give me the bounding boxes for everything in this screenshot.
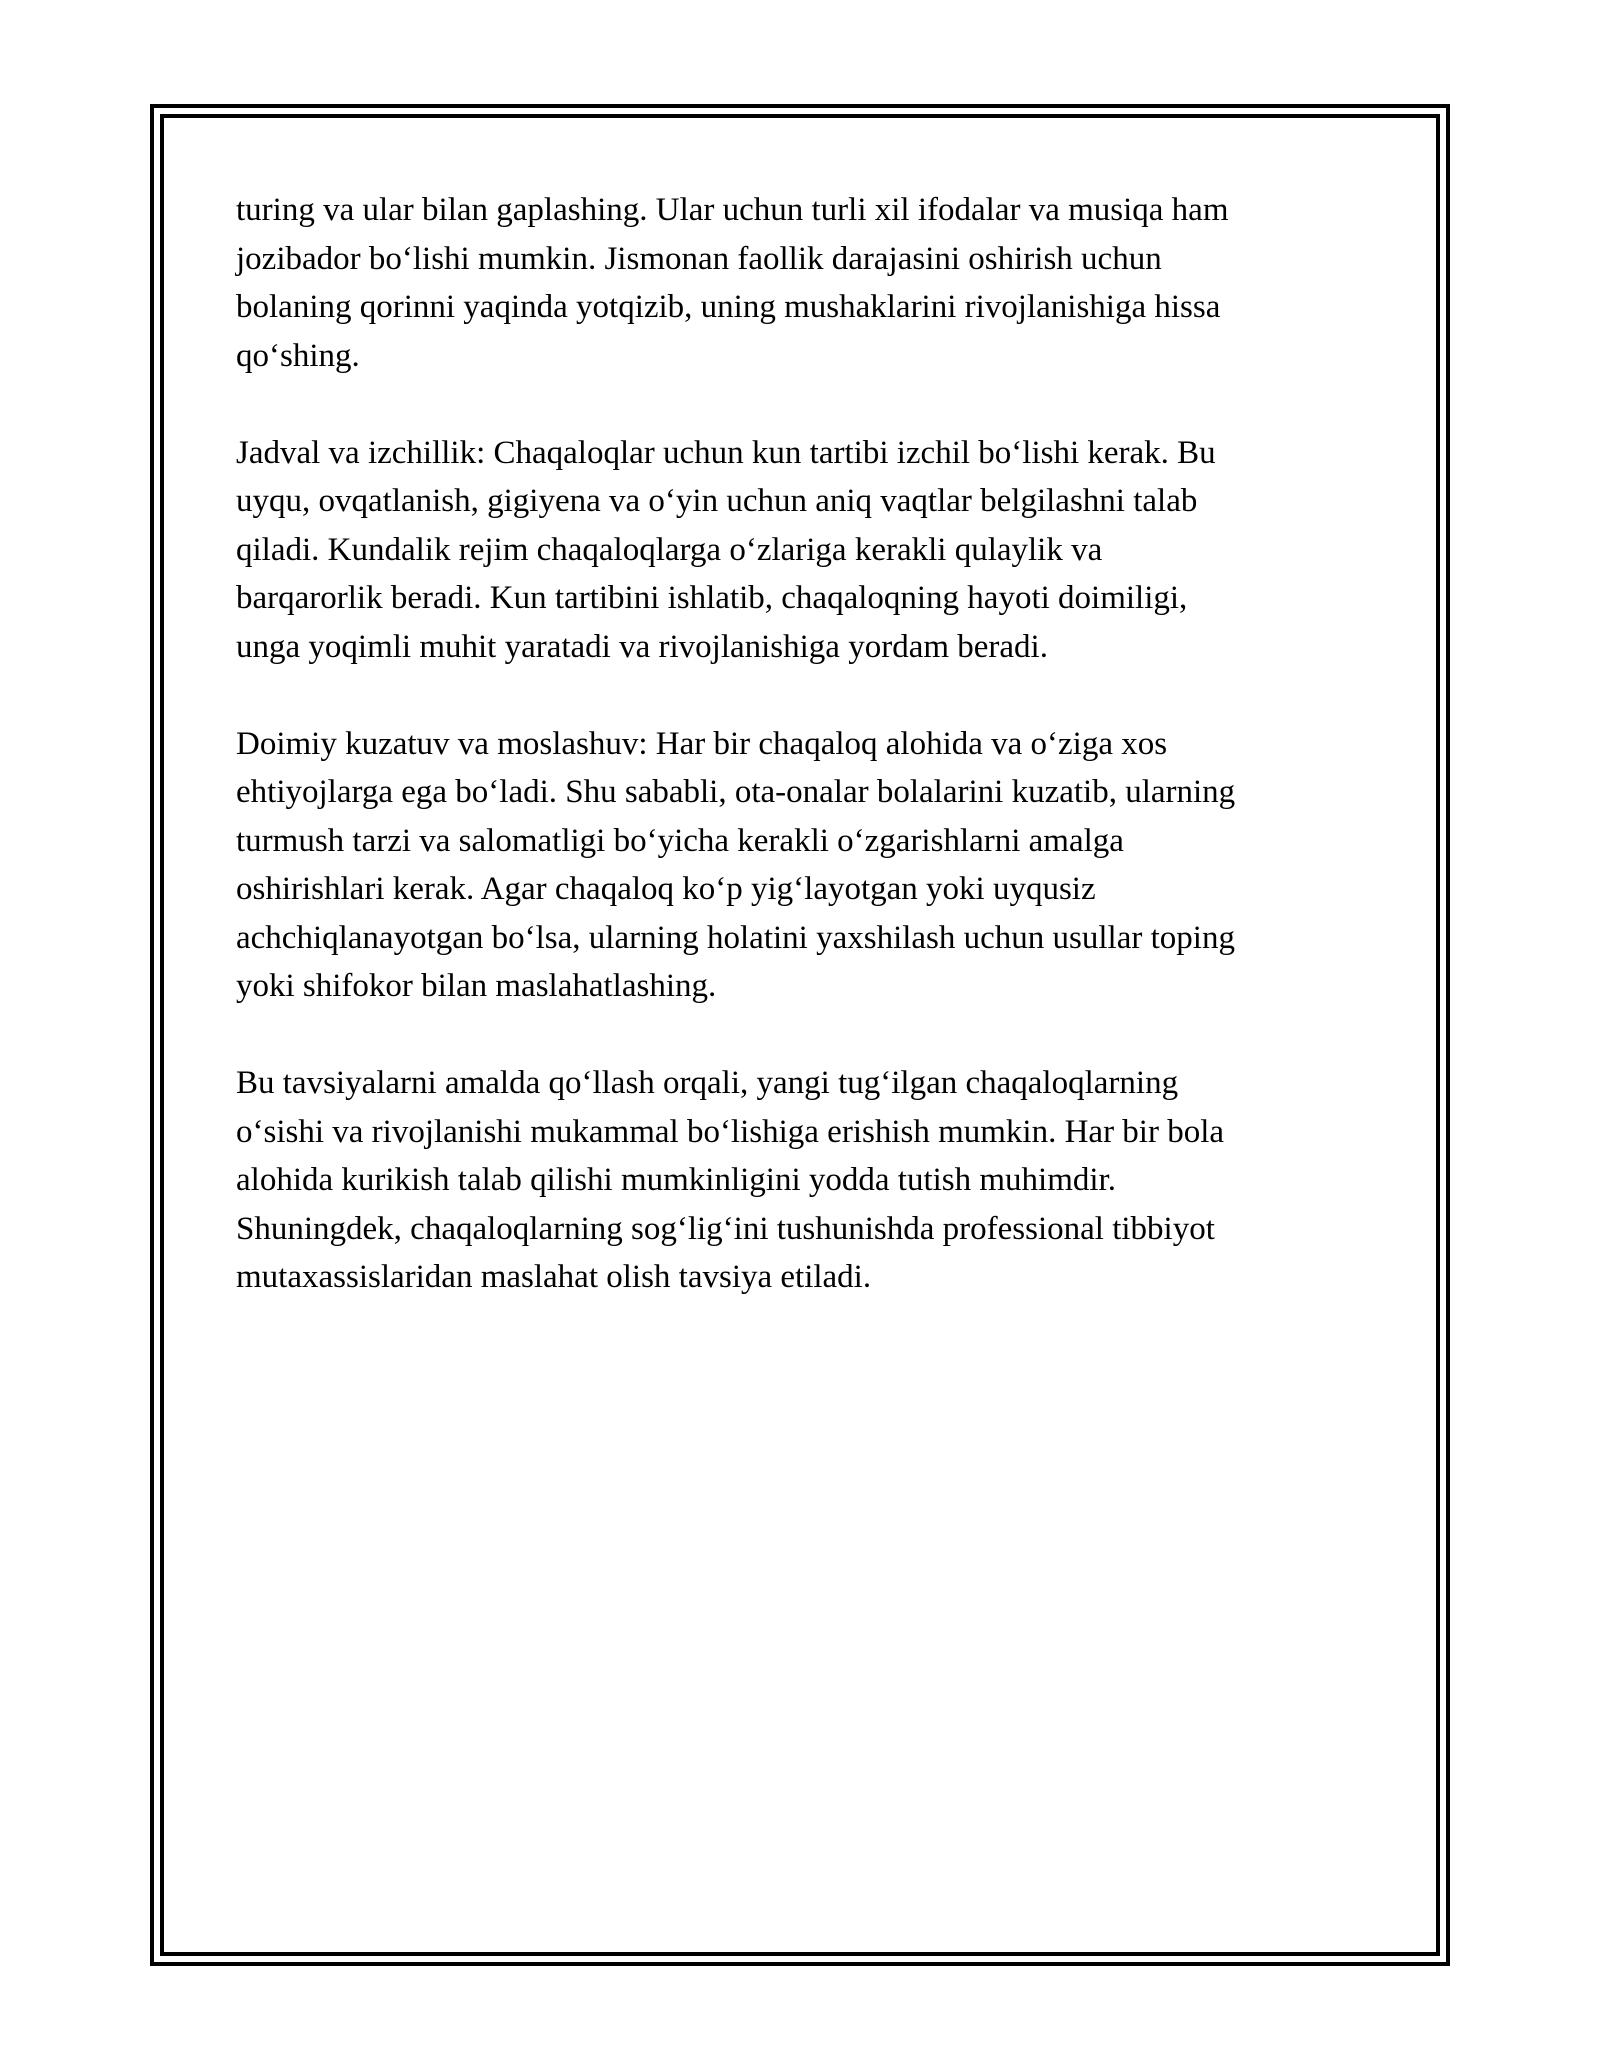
text-line: achchiqlanayotgan bo‘lsa, ularning holatini yaxshilash uchun usullar toping — [236, 919, 1235, 956]
paragraph-1 — [236, 186, 1366, 380]
text-line: mutaxassislaridan maslahat olish tavsiya etiladi. — [236, 1259, 872, 1295]
text-line: qo‘shing. — [236, 337, 360, 374]
text-line: yoki shifokor bilan maslahatlashing. — [236, 968, 717, 1004]
text-line: unga yoqimli muhit yaratadi va rivojlanishiga yordam beradi. — [236, 628, 1048, 665]
text-line: Doimiy kuzatuv va moslashuv: Har bir chaqaloq alohida va o‘ziga xos — [236, 725, 1168, 762]
paragraph-4 — [236, 1059, 1366, 1302]
text-line: uyqu, ovqatlanish, gigiyena va o‘yin uchun aniq vaqtlar belgilashni talab — [236, 483, 1198, 519]
text-line: alohida kurikish talab qilishi mumkinligini yodda tutish muhimdir. — [236, 1162, 1116, 1198]
text-line: Jadval va izchillik: Chaqaloqlar uchun kun tartibi izchil bo‘lishi kerak. Bu — [236, 434, 1216, 471]
document-body — [236, 186, 1366, 1350]
text-line: turmush tarzi va salomatligi bo‘yicha kerakli o‘zgarishlarni amalga — [236, 822, 1124, 859]
paragraph-3 — [236, 720, 1366, 1011]
text-line: turing va ular bilan gaplashing. Ular uchun turli xil ifodalar va musiqa ham — [236, 192, 1229, 228]
paragraph-2 — [236, 429, 1366, 672]
text-line: Shuningdek, chaqaloqlarning sog‘lig‘ini tushunishda professional tibbiyot — [236, 1210, 1215, 1247]
text-line: barqarorlik beradi. Kun tartibini ishlatib, chaqaloqning hayoti doimiligi, — [236, 580, 1188, 616]
text-line: Bu tavsiyalarni amalda qo‘llash orqali, yangi tug‘ilgan chaqaloqlarning — [236, 1065, 1179, 1101]
text-line: bolaning qorinni yaqinda yotqizib, uning mushaklarini rivojlanishiga hissa — [236, 289, 1221, 325]
text-line: qiladi. Kundalik rejim chaqaloqlarga o‘zlariga kerakli qulaylik va — [236, 531, 1103, 568]
text-line: oshirishlari kerak. Agar chaqaloq ko‘p yig‘layotgan yoki uyqusiz — [236, 871, 1096, 907]
text-line: ehtiyojlarga ega bo‘ladi. Shu sababli, ota-onalar bolalarini kuzatib, ularning — [236, 774, 1236, 810]
text-line: jozibador bo‘lishi mumkin. Jismonan faollik darajasini oshirish uchun — [236, 240, 1162, 277]
text-line: o‘sishi va rivojlanishi mukammal bo‘lishiga erishish mumkin. Har bir bola — [236, 1113, 1225, 1150]
